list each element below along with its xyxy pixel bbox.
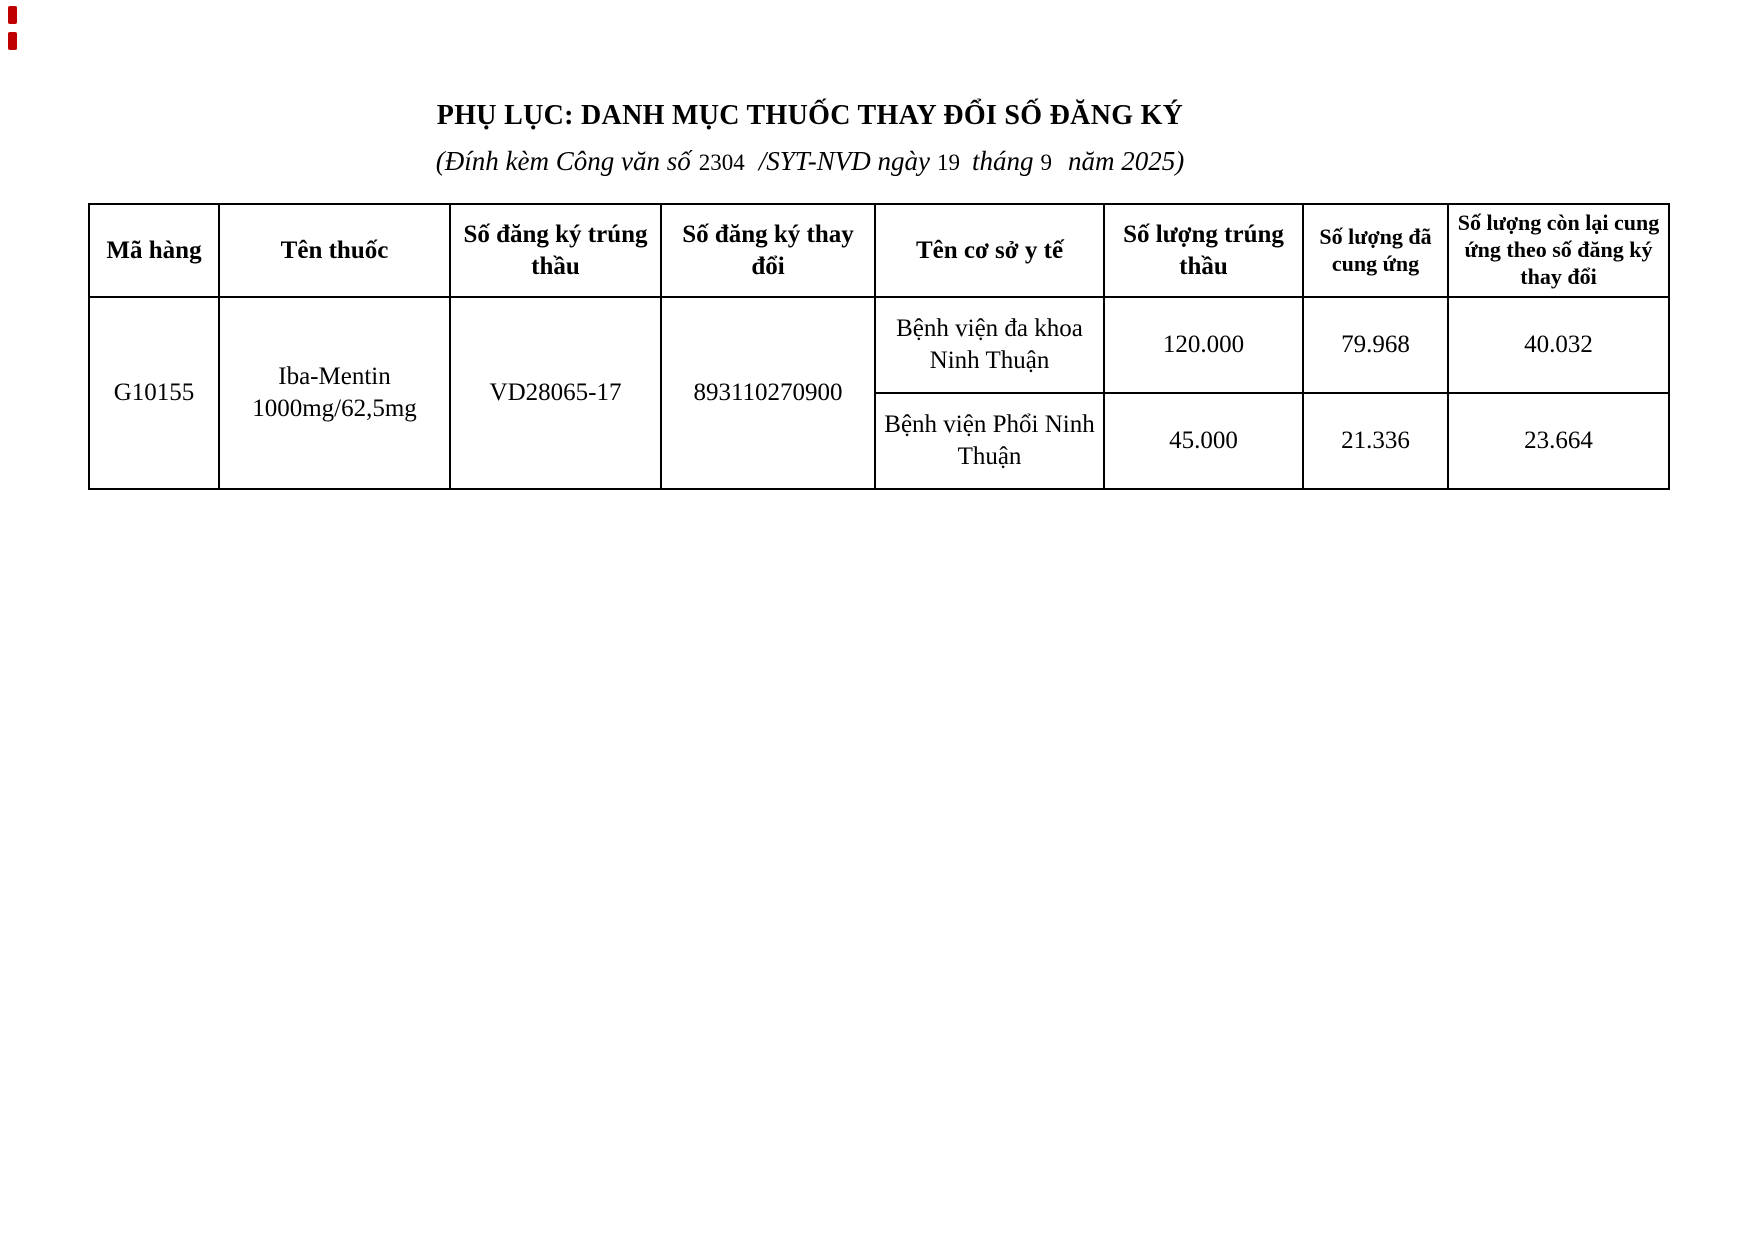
cell-remaining-qty: 40.032 — [1448, 297, 1669, 393]
cell-reg-number-won: VD28065-17 — [450, 297, 661, 489]
document-heading — [88, 0, 1532, 177]
cell-facility-name: Bệnh viện đa khoa Ninh Thuận — [875, 297, 1104, 393]
header-won-qty: Số lượng trúng thầu — [1104, 204, 1303, 297]
subtitle-month: 9 — [1040, 150, 1052, 175]
header-supplied-qty: Số lượng đã cung ứng — [1303, 204, 1448, 297]
header-reg-number-changed: Số đăng ký thay đổi — [661, 204, 875, 297]
cell-supplied-qty: 79.968 — [1303, 297, 1448, 393]
header-item-code: Mã hàng — [89, 204, 219, 297]
drug-registration-change-table — [88, 203, 1670, 490]
cell-facility-name: Bệnh viện Phổi Ninh Thuận — [875, 393, 1104, 489]
subtitle-part3: tháng — [971, 146, 1034, 176]
subtitle-day: 19 — [936, 150, 960, 175]
table-row — [89, 297, 1669, 393]
subtitle-part2: /SYT-NVD ngày — [758, 146, 930, 176]
page-title: PHỤ LỤC: DANH MỤC THUỐC THAY ĐỔI SỐ ĐĂNG KÝ — [436, 100, 1184, 131]
cell-remaining-qty: 23.664 — [1448, 393, 1669, 489]
cell-supplied-qty: 21.336 — [1303, 393, 1448, 489]
cell-won-qty: 120.000 — [1104, 297, 1303, 393]
cell-reg-number-changed: 893110270900 — [661, 297, 875, 489]
header-reg-number-won: Số đăng ký trúng thầu — [450, 204, 661, 297]
page-subtitle — [88, 146, 1532, 177]
table-header-row — [89, 204, 1669, 297]
header-remaining-qty: Số lượng còn lại cung ứng theo số đăng ký thay đổi — [1448, 204, 1669, 297]
cell-drug-name: Iba-Mentin 1000mg/62,5mg — [219, 297, 450, 489]
header-drug-name: Tên thuốc — [219, 204, 450, 297]
header-facility-name: Tên cơ sở y tế — [875, 204, 1104, 297]
subtitle-part1: (Đính kèm Công văn số — [435, 146, 691, 176]
subtitle-part4: năm 2025) — [1068, 146, 1185, 176]
subtitle-doc-number: 2304 — [698, 150, 745, 175]
cell-won-qty: 45.000 — [1104, 393, 1303, 489]
scan-artifact-red-mark — [8, 6, 22, 58]
cell-item-code: G10155 — [89, 297, 219, 489]
